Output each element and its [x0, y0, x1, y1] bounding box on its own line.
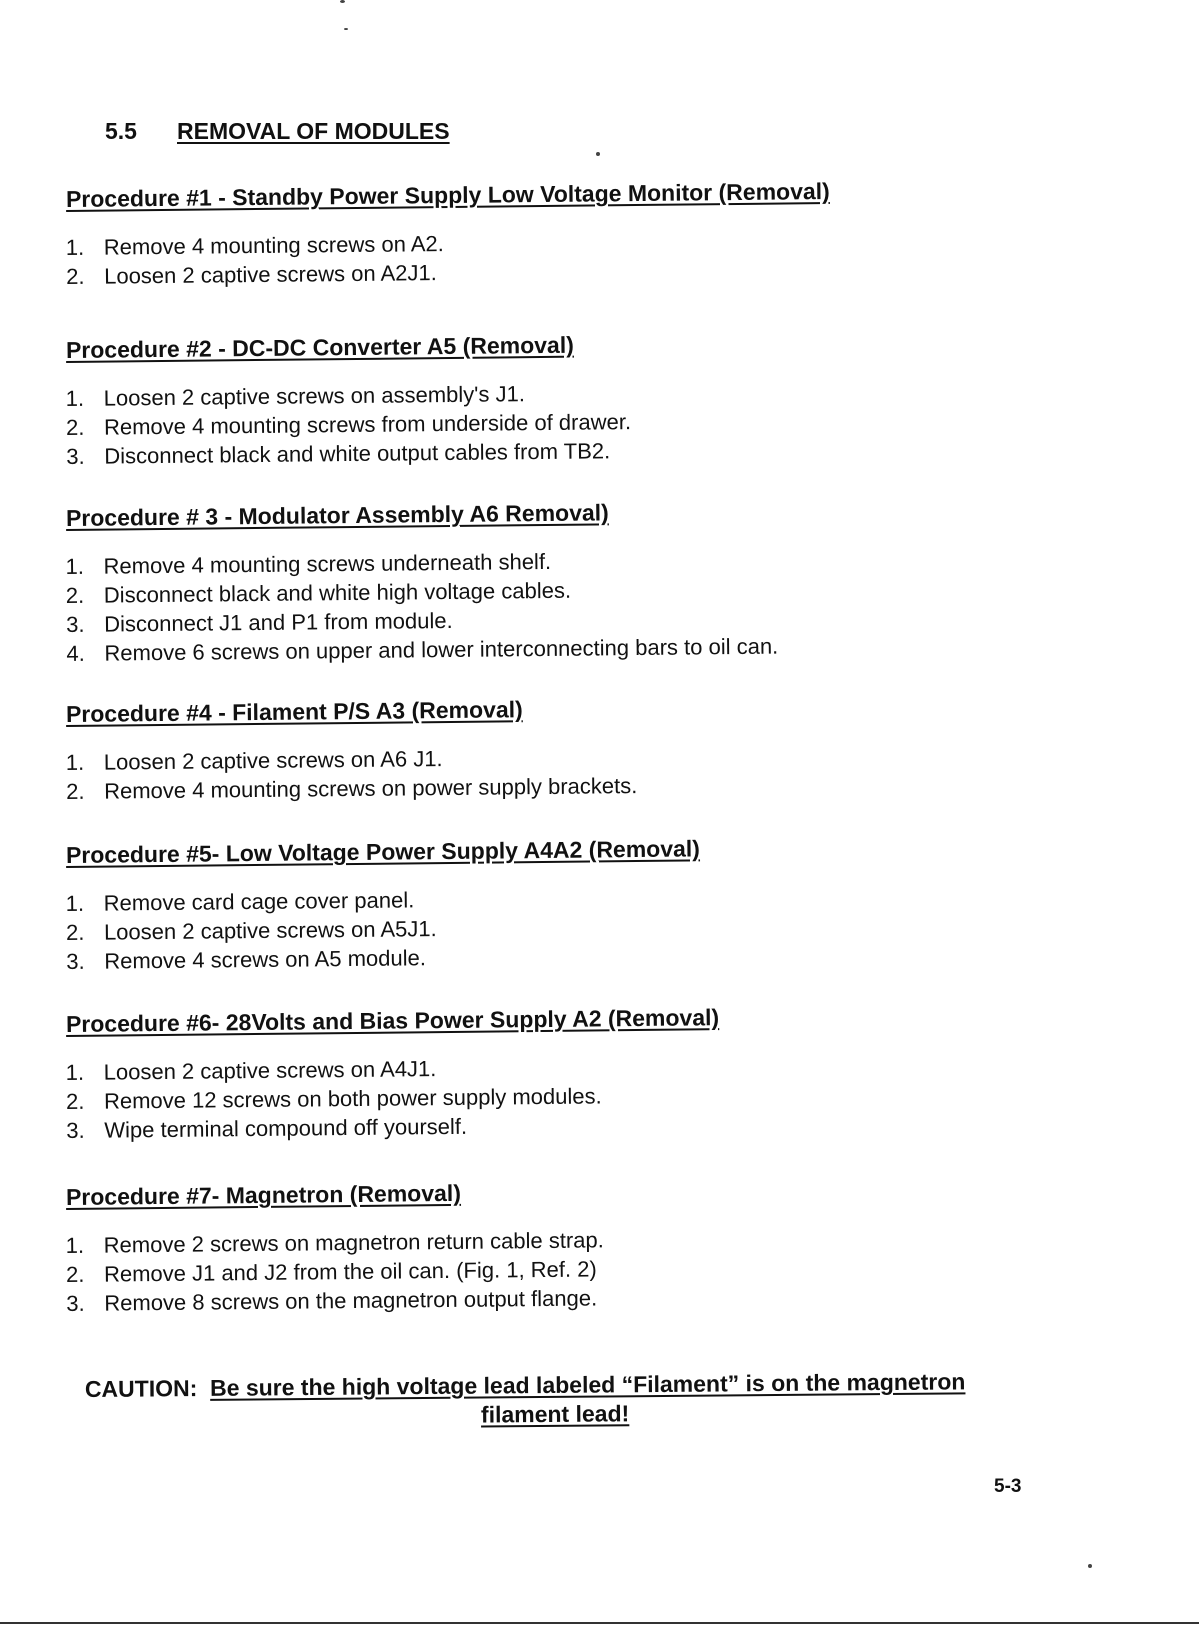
step-number: 2. — [65, 1261, 85, 1287]
step-list — [66, 878, 1127, 976]
section-number: 5.5 — [105, 118, 137, 144]
step-number: 1. — [65, 1232, 85, 1259]
page-number: 5-3 — [994, 1476, 1022, 1497]
step-number: 3. — [66, 1117, 85, 1143]
step-text: Wipe terminal compound off yourself. — [104, 1113, 468, 1143]
step-text: Disconnect black and white output cables from TB2. — [104, 438, 611, 469]
scan-speck — [344, 28, 348, 30]
procedure-2 — [65, 331, 1126, 471]
step-number: 3. — [66, 443, 85, 469]
procedure-title: Procedure #4 - Filament P/S A3 (Removal) — [65, 696, 523, 727]
caution-label: CAUTION: — [84, 1375, 198, 1403]
step-number: 1. — [65, 385, 85, 412]
step-number: 3. — [66, 948, 85, 974]
procedure-6 — [65, 1004, 1126, 1145]
step-text: Remove 4 mounting screws from underside of drawer. — [103, 409, 632, 440]
step-text: Remove 4 screws on A5 module. — [104, 945, 427, 974]
step-text: Remove 2 screws on magnetron return cable strap. — [103, 1227, 604, 1258]
step-text: Loosen 2 captive screws on assembly's J1. — [103, 381, 525, 411]
step-text: Remove 6 screws on upper and lower interconnecting bars to oil can. — [104, 633, 779, 666]
step-text: Loosen 2 captive screws on A2J1. — [104, 260, 437, 289]
scan-speck — [340, 0, 345, 3]
procedure-title: Procedure #5- Low Voltage Power Supply A4A2 (Removal) — [65, 835, 701, 868]
step-number: 2. — [65, 414, 85, 440]
step-number: 2. — [65, 582, 85, 609]
step-text: Remove card cage cover panel. — [103, 887, 415, 916]
step-text: Disconnect black and white high voltage cables. — [103, 577, 572, 608]
step-text: Remove 4 mounting screws on A2. — [103, 231, 444, 260]
procedure-5 — [65, 835, 1126, 976]
step-list — [65, 541, 1126, 668]
procedure-7 — [65, 1179, 1126, 1318]
step-number: 2. — [65, 1088, 85, 1114]
step-text: Remove 8 screws on the magnetron output flange. — [104, 1285, 598, 1316]
caution-note — [85, 1367, 1085, 1432]
step-list — [66, 222, 1127, 291]
step-text: Loosen 2 captive screws on A6 J1. — [103, 746, 443, 775]
step-list — [66, 1047, 1127, 1145]
procedure-title: Procedure #2 - DC-DC Converter A5 (Removal) — [65, 331, 574, 363]
procedure-title: Procedure #6- 28Volts and Bias Power Supply A2 (Removal) — [65, 1004, 720, 1037]
step-number: 1. — [65, 890, 85, 917]
step-list — [66, 373, 1127, 471]
step-number: 2. — [65, 919, 85, 945]
procedure-title: Procedure # 3 - Modulator Assembly A6 Removal) — [65, 499, 609, 531]
procedure-title: Procedure #1 - Standby Power Supply Low Voltage Monitor (Removal) — [65, 178, 830, 212]
section-title: REMOVAL OF MODULES — [177, 118, 450, 144]
bottom-rule — [0, 1622, 1199, 1624]
step-number: 2. — [66, 778, 85, 804]
step-text: Disconnect J1 and P1 from module. — [104, 607, 453, 637]
step-number: 1. — [65, 1059, 85, 1086]
scan-speck — [596, 152, 600, 156]
step-list — [66, 1220, 1127, 1318]
step-number: 2. — [66, 263, 85, 289]
step-text: Remove J1 and J2 from the oil can. (Fig. 1, Ref. 2) — [103, 1256, 597, 1287]
scan-speck — [1088, 1564, 1092, 1568]
step-text: Remove 4 mounting screws on power supply brackets. — [104, 773, 638, 804]
step-number: 1. — [65, 749, 85, 776]
caution-text-line1: Be sure the high voltage lead labeled “Filament” is on the magnetron — [209, 1368, 966, 1401]
step-number: 1. — [65, 234, 85, 261]
procedure-title: Procedure #7- Magnetron (Removal) — [65, 1179, 462, 1210]
step-number: 3. — [66, 611, 85, 637]
section-heading — [105, 118, 450, 145]
procedure-3 — [65, 499, 1126, 668]
step-number: 4. — [66, 640, 85, 666]
step-text: Remove 4 mounting screws underneath shelf. — [103, 548, 552, 579]
step-number: 1. — [65, 553, 85, 580]
caution-text-line2: filament lead! — [480, 1400, 630, 1428]
step-text: Loosen 2 captive screws on A5J1. — [103, 916, 437, 945]
step-text: Remove 12 screws on both power supply modules. — [103, 1083, 602, 1114]
step-number: 3. — [66, 1290, 85, 1316]
procedure-4 — [65, 696, 1126, 806]
step-text: Loosen 2 captive screws on A4J1. — [103, 1056, 437, 1085]
step-list — [66, 737, 1127, 806]
procedure-1 — [65, 178, 1126, 291]
